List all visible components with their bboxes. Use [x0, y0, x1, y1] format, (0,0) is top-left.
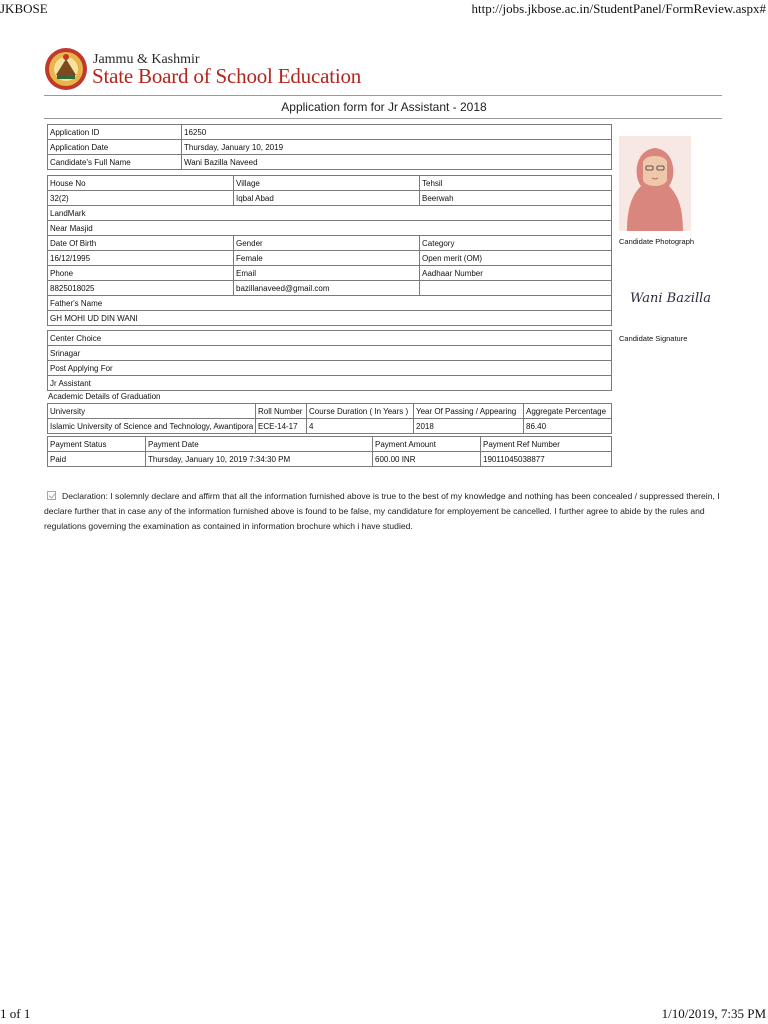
application-date-label: Application Date	[48, 140, 182, 155]
board-logo	[44, 45, 88, 93]
choice-table	[47, 330, 612, 391]
table-row	[48, 206, 612, 221]
roll-number-value: ECE-14-17	[256, 419, 307, 434]
table-row	[48, 251, 612, 266]
village-label: Village	[234, 176, 420, 191]
payment-table	[47, 436, 612, 467]
tehsil-value: Beerwah	[420, 191, 612, 206]
candidate-name-value: Wani Bazilla Naveed	[182, 155, 612, 170]
declaration-text: Declaration: I solemnly declare and affirm that all the information furnished above is true to the best of my knowledge and nothing has been concealed / suppressed therein, I declare further that in case any of the information furnished above is found to be false, my candidature for employement be cancelled. I further agree to abide by the rules and regulations governing the examination as contained in information brochure which i have studied.	[44, 491, 720, 531]
category-value: Open merit (OM)	[420, 251, 612, 266]
title-divider	[44, 118, 722, 119]
table-row	[48, 361, 612, 376]
candidate-name-label: Candidate's Full Name	[48, 155, 182, 170]
center-choice-value: Srinagar	[48, 346, 612, 361]
university-value: Islamic University of Science and Technology, Awantipora	[48, 419, 256, 434]
table-row	[48, 296, 612, 311]
form-title: Application form for Jr Assistant - 2018	[281, 100, 487, 114]
table-row	[48, 376, 612, 391]
table-row	[48, 125, 612, 140]
dob-value: 16/12/1995	[48, 251, 234, 266]
application-id-value: 16250	[182, 125, 612, 140]
post-label: Post Applying For	[48, 361, 612, 376]
passing-year-value: 2018	[414, 419, 524, 434]
course-duration-header: Course Duration ( In Years )	[307, 404, 414, 419]
center-choice-label: Center Choice	[48, 331, 612, 346]
table-row	[48, 419, 612, 434]
payment-amount-value: 600.00 INR	[373, 452, 481, 467]
phone-value: 8825018025	[48, 281, 234, 296]
house-no-label: House No	[48, 176, 234, 191]
table-row	[48, 155, 612, 170]
declaration	[44, 489, 724, 534]
table-row	[48, 221, 612, 236]
table-row	[48, 236, 612, 251]
board-name-line1: Jammu & Kashmir	[93, 52, 200, 67]
table-row	[48, 266, 612, 281]
email-value: bazillanaveed@gmail.com	[234, 281, 420, 296]
table-row	[48, 437, 612, 452]
graduation-table	[47, 403, 612, 434]
university-header: University	[48, 404, 256, 419]
email-label: Email	[234, 266, 420, 281]
application-info-table	[47, 124, 612, 170]
roll-number-header: Roll Number	[256, 404, 307, 419]
aggregate-value: 86.40	[524, 419, 612, 434]
table-row	[48, 191, 612, 206]
aadhaar-label: Aadhaar Number	[420, 266, 612, 281]
signature-caption: Candidate Signature	[619, 334, 688, 343]
personal-details-table	[47, 175, 612, 326]
graduation-section-label: Academic Details of Graduation	[48, 392, 161, 401]
print-timestamp: 1/10/2019, 7:35 PM	[661, 1006, 766, 1021]
payment-ref-value: 19011045038877	[481, 452, 612, 467]
gender-label: Gender	[234, 236, 420, 251]
course-duration-value: 4	[307, 419, 414, 434]
table-row	[48, 452, 612, 467]
print-site-title: JKBOSE	[0, 1, 48, 16]
passing-year-header: Year Of Passing / Appearing	[414, 404, 524, 419]
table-row	[48, 331, 612, 346]
village-value: Iqbal Abad	[234, 191, 420, 206]
tehsil-label: Tehsil	[420, 176, 612, 191]
table-row	[48, 404, 612, 419]
father-name-value: GH MOHI UD DIN WANI	[48, 311, 612, 326]
payment-date-value: Thursday, January 10, 2019 7:34:30 PM	[146, 452, 373, 467]
signature-text: Wani Bazilla	[630, 291, 712, 306]
table-row	[48, 140, 612, 155]
dob-label: Date Of Birth	[48, 236, 234, 251]
application-date-value: Thursday, January 10, 2019	[182, 140, 612, 155]
house-no-value: 32(2)	[48, 191, 234, 206]
landmark-value: Near Masjid	[48, 221, 612, 236]
table-row	[48, 311, 612, 326]
table-row	[48, 176, 612, 191]
photo-caption: Candidate Photograph	[619, 237, 695, 246]
candidate-photo	[619, 136, 691, 231]
payment-ref-header: Payment Ref Number	[481, 437, 612, 452]
payment-amount-header: Payment Amount	[373, 437, 481, 452]
category-label: Category	[420, 236, 612, 251]
payment-status-header: Payment Status	[48, 437, 146, 452]
application-id-label: Application ID	[48, 125, 182, 140]
gender-value: Female	[234, 251, 420, 266]
table-row	[48, 346, 612, 361]
landmark-label: LandMark	[48, 206, 612, 221]
header-divider	[44, 95, 722, 96]
declaration-checkbox[interactable]	[47, 491, 56, 500]
print-url: http://jobs.jkbose.ac.in/StudentPanel/FormReview.aspx#	[471, 1, 766, 16]
father-name-label: Father's Name	[48, 296, 612, 311]
table-row	[48, 281, 612, 296]
print-page-count: 1 of 1	[0, 1006, 31, 1021]
candidate-signature	[628, 282, 712, 312]
phone-label: Phone	[48, 266, 234, 281]
payment-date-header: Payment Date	[146, 437, 373, 452]
aadhaar-value	[420, 281, 612, 296]
aggregate-header: Aggregate Percentage	[524, 404, 612, 419]
board-name-line2: State Board of School Education	[92, 64, 362, 88]
post-value: Jr Assistant	[48, 376, 612, 391]
payment-status-value: Paid	[48, 452, 146, 467]
